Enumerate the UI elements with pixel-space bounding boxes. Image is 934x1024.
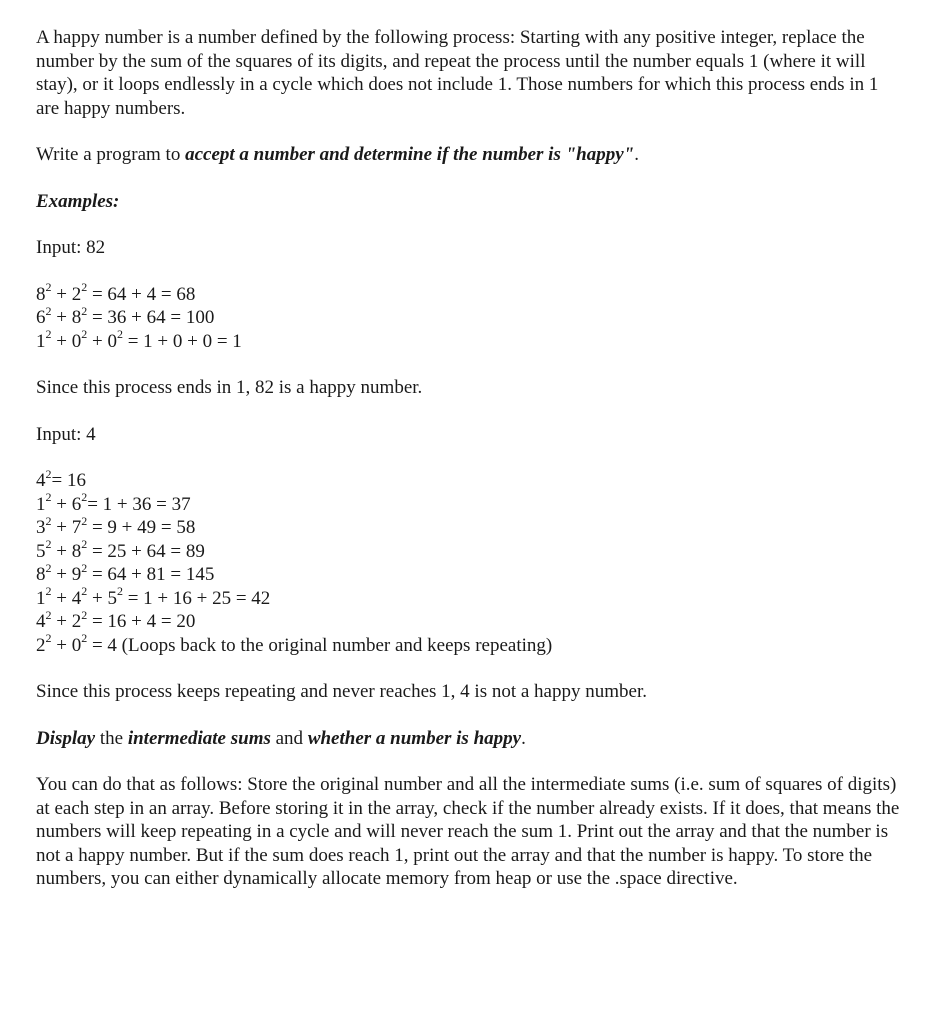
term-exponent: 2	[81, 280, 88, 295]
term-base: 1	[36, 493, 46, 515]
example2-input: Input: 4	[36, 423, 96, 445]
display-word-3: whether a number is happy	[307, 727, 522, 749]
term-exponent: 2	[81, 537, 88, 552]
term-exponent: 2	[81, 607, 88, 622]
display-word-2: intermediate sums	[127, 727, 271, 749]
term-base: 8	[36, 564, 46, 585]
display-text-1: the	[95, 727, 128, 749]
term-exponent: 2	[81, 584, 88, 599]
plus-sign: +	[51, 307, 72, 328]
term-base: 1	[36, 587, 46, 609]
task-paragraph	[36, 143, 906, 167]
example2-step-5	[36, 560, 906, 587]
term-exponent: 2	[45, 513, 52, 528]
step-result: = 4 (Loops back to the original number and keeps repeating)	[87, 634, 553, 656]
step-result: = 1 + 36 = 37	[87, 493, 191, 515]
example2-step-6	[36, 584, 906, 611]
step-result: = 64 + 81 = 145	[87, 564, 215, 585]
plus-sign: +	[51, 330, 72, 352]
term-exponent: 2	[81, 490, 88, 505]
term-exponent: 2	[45, 303, 52, 318]
plus-sign: +	[87, 330, 108, 352]
term-base: 1	[36, 330, 46, 352]
example1-step-2	[36, 303, 906, 330]
term-base: 4	[36, 470, 46, 491]
display-word-1: Display	[36, 727, 96, 749]
plus-sign: +	[51, 587, 72, 609]
instructions-paragraph: You can do that as follows: Store the original number and all the intermediate sums (i.e. sum of squares of digits) at each step in an array. Before storing it in the array, check if the number already exists. If it does, that means the numbers will keep repeating in a cycle and will never reach the sum 1. Print out the array and that the number is not a happy number. But if the sum does reach 1, print out the array and that the number is happy. To store the numbers, you can either dynamically allocate memory from heap or use the .space directive.	[36, 774, 900, 889]
example2-step-7	[36, 607, 906, 634]
example2-step-8	[36, 631, 906, 658]
term-base: 9	[71, 564, 82, 585]
example1-input: Input: 82	[36, 237, 106, 258]
term-base: 2	[36, 634, 46, 656]
example2-step-2	[36, 490, 906, 517]
term-base: 5	[107, 587, 117, 609]
term-exponent: 2	[45, 631, 52, 646]
step-result: = 16 + 4 = 20	[87, 611, 196, 632]
term-exponent: 2	[45, 537, 52, 552]
examples-heading: Examples:	[36, 190, 120, 212]
term-base: 5	[36, 540, 46, 562]
term-exponent: 2	[81, 560, 88, 575]
term-exponent: 2	[45, 584, 52, 599]
task-emphasis: accept a number and determine if the number is "happy"	[185, 144, 635, 165]
term-exponent: 2	[45, 466, 52, 481]
example2-step-4	[36, 537, 906, 564]
term-exponent: 2	[45, 560, 52, 575]
task-prefix: Write a program to	[36, 144, 186, 165]
plus-sign: +	[51, 540, 72, 562]
term-base: 8	[36, 283, 46, 305]
example2-step-1	[36, 466, 906, 493]
step-result: = 36 + 64 = 100	[87, 307, 215, 328]
term-base: 0	[71, 330, 82, 352]
term-base: 6	[36, 307, 46, 328]
term-base: 8	[71, 307, 82, 328]
term-base: 6	[71, 493, 82, 515]
step-result: = 1 + 16 + 25 = 42	[122, 587, 271, 609]
example1-step-3	[36, 327, 906, 354]
term-base: 4	[36, 611, 46, 632]
term-base: 7	[71, 517, 82, 538]
example1-conclusion: Since this process ends in 1, 82 is a happy number.	[36, 377, 423, 398]
example2-step-3	[36, 513, 906, 540]
example1-step-1	[36, 280, 906, 307]
plus-sign: +	[51, 493, 72, 515]
task-suffix: .	[634, 144, 639, 165]
term-base: 2	[71, 283, 82, 305]
intro-paragraph: A happy number is a number defined by the following process: Starting with any positive integer, replace the number by the sum of the squares of its digits, and repeat the process until the number equals 1 (where it will stay), or it loops endlessly in a cycle which does not include 1. Those numbers for which this process ends in 1 are happy numbers.	[36, 27, 879, 119]
step-result: = 25 + 64 = 89	[87, 540, 205, 562]
display-paragraph	[36, 727, 906, 751]
term-exponent: 2	[81, 513, 88, 528]
term-exponent: 2	[116, 584, 123, 599]
term-exponent: 2	[81, 303, 88, 318]
display-text-2: and	[270, 727, 308, 749]
term-base: 0	[71, 634, 82, 656]
step-result: = 1 + 0 + 0 = 1	[122, 330, 242, 352]
term-exponent: 2	[116, 327, 123, 342]
example1-steps	[36, 280, 906, 354]
step-result: = 64 + 4 = 68	[87, 283, 196, 305]
document-page	[36, 26, 906, 914]
plus-sign: +	[51, 611, 72, 632]
plus-sign: +	[51, 517, 72, 538]
example2-conclusion: Since this process keeps repeating and never reaches 1, 4 is not a happy number.	[36, 681, 647, 702]
term-exponent: 2	[81, 327, 88, 342]
term-exponent: 2	[45, 490, 52, 505]
display-text-3: .	[521, 727, 526, 749]
plus-sign: +	[51, 283, 72, 305]
term-exponent: 2	[81, 631, 88, 646]
term-base: 0	[107, 330, 117, 352]
term-base: 4	[71, 587, 82, 609]
term-base: 2	[71, 611, 82, 632]
step-result: = 16	[51, 470, 86, 491]
plus-sign: +	[51, 564, 72, 585]
term-base: 8	[71, 540, 82, 562]
term-exponent: 2	[45, 607, 52, 622]
term-exponent: 2	[45, 327, 52, 342]
term-base: 3	[36, 517, 46, 538]
plus-sign: +	[87, 587, 108, 609]
plus-sign: +	[51, 634, 72, 656]
term-exponent: 2	[45, 280, 52, 295]
example2-steps	[36, 466, 906, 657]
step-result: = 9 + 49 = 58	[87, 517, 196, 538]
